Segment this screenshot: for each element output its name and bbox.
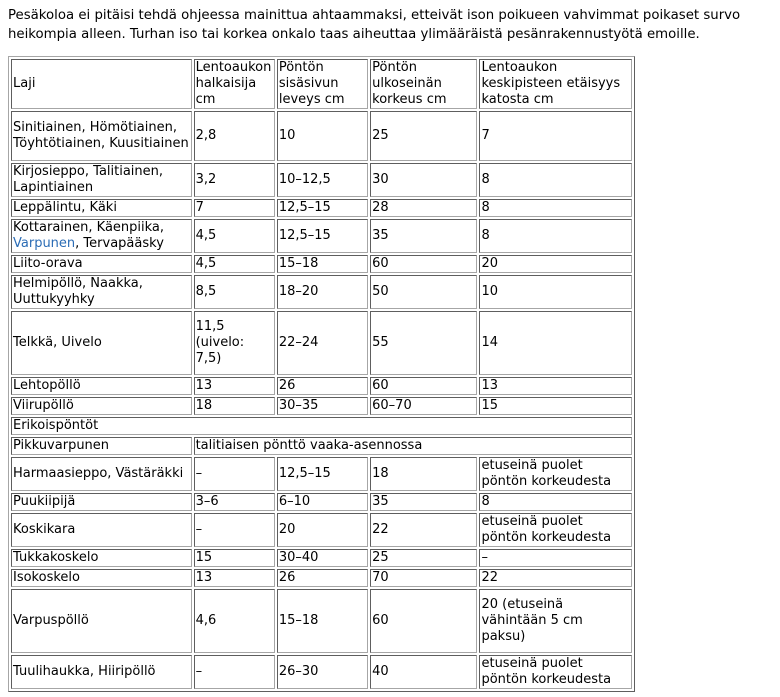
- table-header-row: [11, 59, 632, 109]
- hole-distance-cell: 15: [479, 397, 632, 415]
- outer-height-cell: 22: [370, 513, 477, 547]
- table-row: [11, 589, 632, 653]
- inner-width-cell: 18–20: [277, 275, 368, 309]
- species-cell: Varpuspöllö: [11, 589, 192, 653]
- species-cell: Tukkakoskelo: [11, 549, 192, 567]
- species-text: Kottarainen, Käenpiika,: [13, 220, 165, 235]
- inner-width-cell: 6–10: [277, 493, 368, 511]
- hole-diameter-cell: 13: [194, 569, 275, 587]
- species-cell: Pikkuvarpunen: [11, 437, 192, 455]
- hole-distance-cell: 8: [479, 199, 632, 217]
- table-row: [11, 311, 632, 375]
- inner-width-cell: 10–12,5: [277, 163, 368, 197]
- column-header-species: Laji: [11, 59, 192, 109]
- inner-width-cell: 15–18: [277, 255, 368, 273]
- table-row: [11, 655, 632, 689]
- outer-height-cell: 70: [370, 569, 477, 587]
- inner-width-cell: 20: [277, 513, 368, 547]
- table-row: [11, 513, 632, 547]
- table-row: [11, 111, 632, 161]
- species-cell: Leppälintu, Käki: [11, 199, 192, 217]
- note-cell: talitiaisen pönttö vaaka-asennossa: [194, 437, 632, 455]
- species-cell: [11, 219, 192, 253]
- species-cell: Sinitiainen, Hömötiainen, Töyhtötiainen, Kuusitiainen: [11, 111, 192, 161]
- outer-height-cell: 55: [370, 311, 477, 375]
- hole-diameter-cell: 4,6: [194, 589, 275, 653]
- species-cell: Isokoskelo: [11, 569, 192, 587]
- hole-distance-cell: 22: [479, 569, 632, 587]
- hole-distance-cell: –: [479, 549, 632, 567]
- outer-height-cell: 50: [370, 275, 477, 309]
- hole-distance-cell: 7: [479, 111, 632, 161]
- hole-distance-cell: etuseinä puolet pöntön korkeudesta: [479, 655, 632, 689]
- hole-distance-cell: etuseinä puolet pöntön korkeudesta: [479, 513, 632, 547]
- hole-distance-cell: 8: [479, 219, 632, 253]
- inner-width-cell: 22–24: [277, 311, 368, 375]
- table-row: [11, 549, 632, 567]
- hole-distance-cell: 13: [479, 377, 632, 395]
- hole-diameter-cell: –: [194, 655, 275, 689]
- hole-diameter-cell: 2,8: [194, 111, 275, 161]
- hole-diameter-cell: –: [194, 457, 275, 491]
- species-cell: Kirjosieppo, Talitiainen, Lapintiainen: [11, 163, 192, 197]
- table-row: [11, 569, 632, 587]
- varpunen-link[interactable]: Varpunen: [13, 236, 76, 251]
- column-header-inner-width: Pöntön sisäsivun leveys cm: [277, 59, 368, 109]
- table-row: [11, 275, 632, 309]
- species-cell: Tuulihaukka, Hiiripöllö: [11, 655, 192, 689]
- outer-height-cell: 28: [370, 199, 477, 217]
- hole-distance-cell: 20 (etuseinä vähintään 5 cm paksu): [479, 589, 632, 653]
- outer-height-cell: 25: [370, 549, 477, 567]
- table-row: [11, 437, 632, 455]
- table-row: [11, 377, 632, 395]
- hole-diameter-cell: 7: [194, 199, 275, 217]
- hole-diameter-cell: 11,5 (uivelo: 7,5): [194, 311, 275, 375]
- species-cell: Telkkä, Uivelo: [11, 311, 192, 375]
- hole-diameter-cell: 18: [194, 397, 275, 415]
- hole-distance-cell: 10: [479, 275, 632, 309]
- inner-width-cell: 12,5–15: [277, 199, 368, 217]
- inner-width-cell: 30–35: [277, 397, 368, 415]
- species-cell: Helmipöllö, Naakka, Uuttukyyhky: [11, 275, 192, 309]
- outer-height-cell: 60: [370, 589, 477, 653]
- table-row: [11, 493, 632, 511]
- hole-diameter-cell: 3–6: [194, 493, 275, 511]
- table-row: [11, 397, 632, 415]
- intro-paragraph: Pesäkoloa ei pitäisi tehdä ohjeessa mainittua ahtaammaksi, etteivät ison poikueen vahvimmat poikaset survo heikompia alleen. Turhan iso tai korkea onkalo taas aiheuttaa ylimääräistä pesänrakennustyötä emoille.: [8, 8, 741, 42]
- hole-distance-cell: etuseinä puolet pöntön korkeudesta: [479, 457, 632, 491]
- outer-height-cell: 18: [370, 457, 477, 491]
- column-header-hole-distance: Lentoaukon keskipisteen etäisyys katosta cm: [479, 59, 632, 109]
- species-cell: Harmaasieppo, Västäräkki: [11, 457, 192, 491]
- section-title-cell: Erikoispöntöt: [11, 417, 632, 435]
- outer-height-cell: 25: [370, 111, 477, 161]
- hole-diameter-cell: 4,5: [194, 219, 275, 253]
- hole-diameter-cell: 8,5: [194, 275, 275, 309]
- hole-diameter-cell: 13: [194, 377, 275, 395]
- hole-diameter-cell: 15: [194, 549, 275, 567]
- outer-height-cell: 40: [370, 655, 477, 689]
- hole-distance-cell: 20: [479, 255, 632, 273]
- inner-width-cell: 26: [277, 377, 368, 395]
- table-row: [11, 163, 632, 197]
- species-cell: Viirupöllö: [11, 397, 192, 415]
- inner-width-cell: 15–18: [277, 589, 368, 653]
- hole-distance-cell: 8: [479, 163, 632, 197]
- outer-height-cell: 35: [370, 219, 477, 253]
- species-cell: Puukiipijä: [11, 493, 192, 511]
- outer-height-cell: 60: [370, 255, 477, 273]
- column-header-outer-height: Pöntön ulkoseinän korkeus cm: [370, 59, 477, 109]
- species-text: , Tervapääsky: [75, 236, 164, 251]
- table-row: [11, 199, 632, 217]
- inner-width-cell: 26: [277, 569, 368, 587]
- section-row: [11, 417, 632, 435]
- species-cell: Lehtopöllö: [11, 377, 192, 395]
- hole-diameter-cell: 4,5: [194, 255, 275, 273]
- species-cell: Liito-orava: [11, 255, 192, 273]
- column-header-hole-diameter: Lentoaukon halkaisija cm: [194, 59, 275, 109]
- inner-width-cell: 12,5–15: [277, 457, 368, 491]
- inner-width-cell: 10: [277, 111, 368, 161]
- inner-width-cell: 26–30: [277, 655, 368, 689]
- table-row: [11, 219, 632, 253]
- outer-height-cell: 30: [370, 163, 477, 197]
- table-row: [11, 457, 632, 491]
- hole-distance-cell: 14: [479, 311, 632, 375]
- outer-height-cell: 60–70: [370, 397, 477, 415]
- species-cell: Koskikara: [11, 513, 192, 547]
- inner-width-cell: 12,5–15: [277, 219, 368, 253]
- hole-distance-cell: 8: [479, 493, 632, 511]
- outer-height-cell: 35: [370, 493, 477, 511]
- hole-diameter-cell: –: [194, 513, 275, 547]
- table-row: [11, 255, 632, 273]
- nestbox-dimensions-table: [8, 56, 635, 692]
- hole-diameter-cell: 3,2: [194, 163, 275, 197]
- inner-width-cell: 30–40: [277, 549, 368, 567]
- outer-height-cell: 60: [370, 377, 477, 395]
